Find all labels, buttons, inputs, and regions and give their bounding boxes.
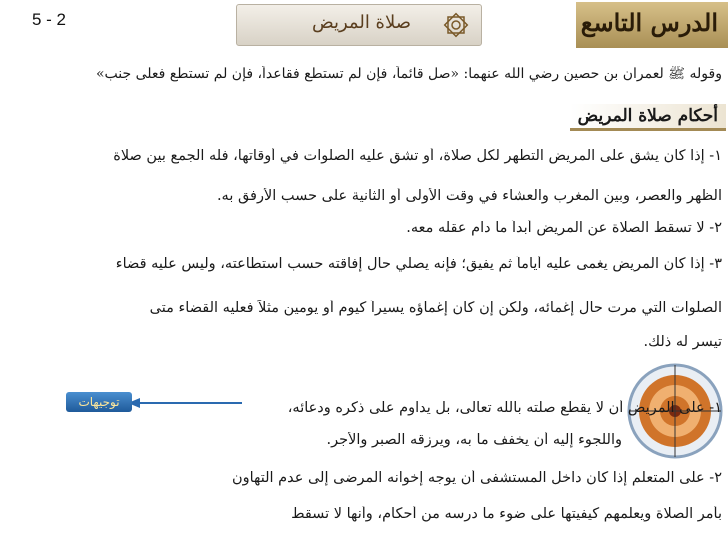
- section-heading: أحكام صلاة المريض: [570, 104, 726, 131]
- hadith-intro: وقوله ﷺ لعمران بن حصين رضي الله عنهما: «صل قائماً، فإن لم تستطع فقاعداً، فإن لم تستطع فعلى جنب»: [95, 66, 722, 82]
- rule-line: ٣- إذا كان المريض يغمى عليه أياماً ثم يفيق؛ فإنه يصلي حال إفاقته حسب استطاعته، وليس عليه قضاء: [115, 256, 722, 272]
- ornament-star-icon: [439, 8, 473, 42]
- rule-line: تيسر له ذلك.: [643, 334, 722, 350]
- guidance-line: بأمر الصلاة ويعلمهم كيفيتها على ضوء ما درسه من أحكام، وأنها لا تسقط: [291, 506, 722, 522]
- rule-line: ٢- لا تسقط الصلاة عن المريض أبداً ما دام عقله معه.: [406, 220, 722, 236]
- page-title: صلاة المريض: [311, 12, 411, 33]
- lesson-title: الدرس التاسع: [580, 8, 718, 37]
- lesson-banner: [576, 2, 728, 48]
- guidance-line: ١- على المريض أن لا يقطع صلته بالله تعالى، بل يداوم على ذكره ودعائه،: [287, 400, 722, 416]
- guidance-badge: توجيهات: [66, 392, 132, 412]
- rule-line: الصلوات التي مرت حال إغمائه، ولكن إن كان إغماؤه يسيراً كيوم أو يومين مثلاً فعليه القضاء متى: [149, 300, 722, 316]
- rule-line: الظهر والعصر، وبين المغرب والعشاء في وقت الأولى أو الثانية على حسب الأرفق به.: [216, 188, 722, 204]
- slide-number: 5 - 2: [32, 10, 67, 29]
- title-banner: [236, 4, 482, 46]
- rule-line: ١- إذا كان يشق على المريض التطهر لكل صلاة، أو تشق عليه الصلوات في أوقاتها، فله الجمع بين صلاة: [113, 148, 722, 164]
- guidance-line: واللجوء إليه أن يخفف ما به، ويرزقه الصبر والأجر.: [326, 432, 622, 448]
- guidance-line: ٢- على المتعلم إذا كان داخل المستشفى أن يوجه إخوانه المرضى إلى عدم التهاون: [231, 470, 722, 486]
